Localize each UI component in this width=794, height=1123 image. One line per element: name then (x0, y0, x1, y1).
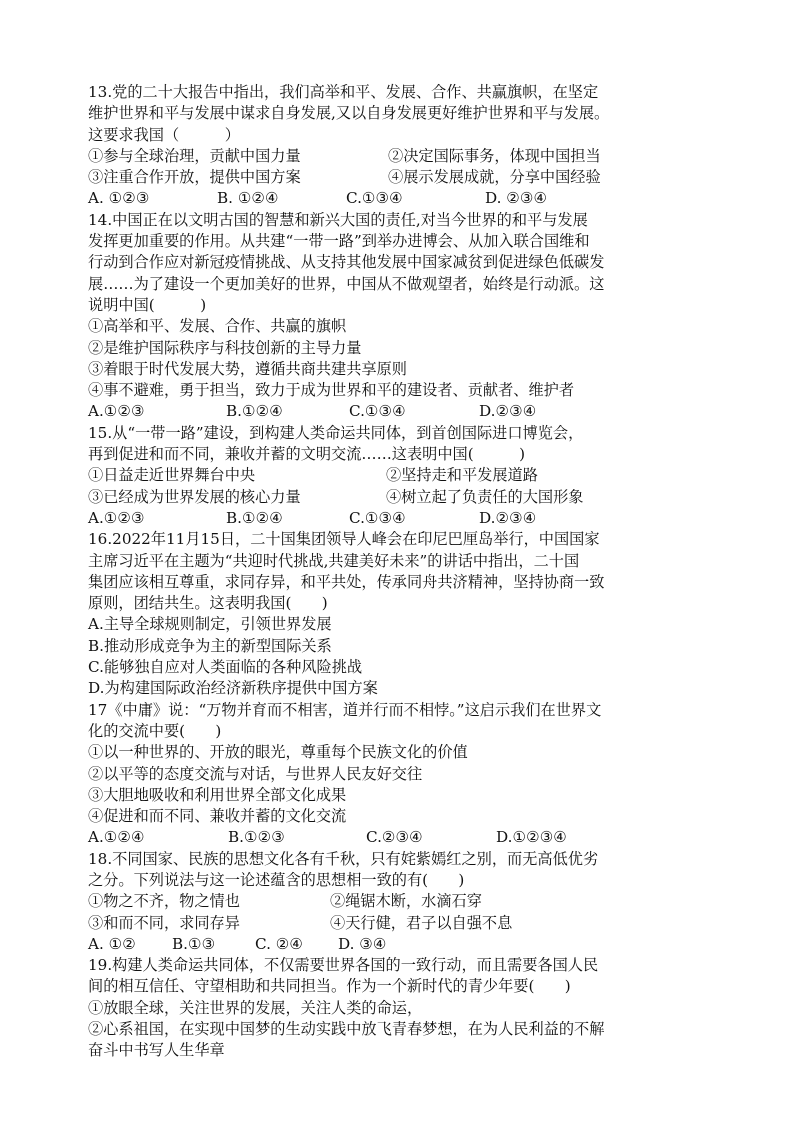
choice-row (88, 891, 728, 912)
choice-row (88, 465, 728, 486)
choice-item: ④树立起了负责任的大国形象 (386, 487, 584, 506)
question-14 (88, 210, 728, 423)
option-c: C.①③④ (349, 402, 406, 421)
question-stem-line: 再到促进和而不同，兼收并蓄的文明交流……这表明中国( ) (88, 445, 526, 464)
choice-item: ③已经成为世界发展的核心力量 (88, 487, 301, 506)
choice-row (88, 487, 728, 508)
option-c: C. ②④ (255, 934, 303, 953)
choice-row (88, 167, 728, 188)
question-stem-line: 13.党的二十大报告中指出，我们高举和平、发展、合作、共赢旗帜，在坚定 (88, 83, 599, 101)
answer-options (88, 508, 728, 529)
choice-item: D.为构建国际政治经济新秩序提供中国方案 (88, 679, 378, 698)
choice-row (88, 146, 728, 167)
option-c: C.①③④ (346, 189, 403, 208)
option-b: B.①②④ (226, 402, 283, 421)
question-stem-line: 原则，团结共生。这表明我国( ) (88, 594, 328, 613)
option-b: B. ①②④ (217, 189, 279, 208)
choice-item: ①参与全球治理，贡献中国力量 (88, 146, 301, 165)
answer-options (88, 401, 728, 422)
choice-item: ④展示发展成就，分享中国经验 (388, 168, 601, 187)
answer-options (88, 827, 728, 848)
question-15 (88, 423, 728, 529)
option-a: A. ①②③ (88, 189, 150, 208)
option-c: C.①③④ (349, 508, 406, 527)
choice-item: ①物之不齐，物之情也 (88, 892, 240, 911)
option-a: A.①②③ (88, 508, 145, 527)
choice-item: ④事不避难，勇于担当，致力于成为世界和平的建设者、贡献者、维护者 (88, 381, 574, 400)
question-stem-line: 14.中国正在以文明古国的智慧和新兴大国的责任,对当今世界的和平与发展 (88, 210, 588, 229)
question-stem-line: 之分。下列说法与这一论述蕴含的思想相一致的有( ) (88, 870, 465, 889)
question-stem-line: 说明中国( ) (88, 295, 207, 314)
choice-row (88, 913, 728, 934)
choice-item: ②心系祖国，在实现中国梦的生动实践中放飞青春梦想，在为人民利益的不解 (88, 1020, 605, 1039)
choice-item: ②是维护国际秩序与科技创新的主导力量 (88, 338, 362, 357)
answer-options (88, 188, 728, 209)
question-stem-line: 集团应该相互尊重，求同存异，和平共处，传承同舟共济精神，坚持协商一致 (88, 572, 605, 591)
choice-item: ①放眼全球，关注世界的发展，关注人类的命运， (88, 998, 423, 1017)
question-stem-line: 维护世界和平与发展中谋求自身发展,又以自身发展更好维护世界和平与发展。 (88, 104, 610, 123)
option-a: A.①②④ (88, 828, 145, 847)
question-stem-line: 间的相互信任、守望相助和共同担当。作为一个新时代的青少年要( ) (88, 977, 571, 996)
choice-item: B.推动形成竞争为主的新型国际关系 (88, 636, 332, 655)
question-17 (88, 700, 728, 849)
choice-item-continued: 奋斗中书写人生华章 (88, 1041, 225, 1060)
choice-item: ③注重合作开放，提供中国方案 (88, 168, 301, 187)
question-stem-line: 展……为了建设一个更加美好的世界，中国从不做观望者，始终是行动派。这 (88, 274, 605, 293)
choice-item: ④天行健，君子以自强不息 (330, 913, 513, 932)
option-d: D.②③④ (479, 508, 537, 527)
question-stem-line: 16.2022年11月15日，二十国集团领导人峰会在印尼巴厘岛举行，中国国家 (88, 530, 600, 549)
choice-item: ②坚持走和平发展道路 (386, 466, 538, 485)
choice-item: A.主导全球规则制定，引领世界发展 (88, 615, 332, 634)
question-19 (88, 955, 728, 1061)
option-c: C.②③④ (366, 828, 423, 847)
option-b: B.①②③ (228, 828, 285, 847)
question-stem-line: 主席习近平在主题为“共迎时代挑战,共建美好未来”的讲话中指出，二十国 (88, 551, 580, 570)
option-d: D.②③④ (479, 402, 537, 421)
choice-item: C.能够独自应对人类面临的各种风险挑战 (88, 658, 363, 677)
choice-item: ③和而不同，求同存异 (88, 913, 240, 932)
question-stem-line: 17《中庸》说：“万物并育而不相害，道并行而不相悖。”这启示我们在世界文 (88, 700, 602, 719)
question-stem-line: 行动到合作应对新冠疫情挑战、从支持其他发展中国家减贫到促进绿色低碳发 (88, 253, 605, 272)
option-d: D. ②③④ (485, 189, 548, 208)
question-stem-line: 15.从“一带一路”建设，到构建人类命运共同体，到首创国际进口博览会， (88, 423, 584, 442)
choice-item: ①日益走近世界舞台中央 (88, 466, 256, 485)
option-b: B.①③ (172, 934, 216, 953)
question-stem-line: 这要求我国（ ） (88, 125, 240, 144)
choice-item: ②绳锯木断，水滴石穿 (330, 892, 482, 911)
question-stem-line: 发挥更加重要的作用。从共建“一带一路”到举办进博会、从加入联合国维和 (88, 232, 590, 251)
question-stem-line: 19.构建人类命运共同体，不仅需要世界各国的一致行动，而且需要各国人民 (88, 956, 599, 975)
question-stem-line: 18.不同国家、民族的思想文化各有千秋，只有姹紫嫣红之别，而无高低优劣 (88, 849, 599, 868)
option-a: A.①②③ (88, 402, 145, 421)
option-d: D.①②③④ (496, 828, 567, 847)
question-16 (88, 529, 728, 699)
choice-item: ②以平等的态度交流与对话，与世界人民友好交往 (88, 764, 423, 783)
answer-options (88, 934, 728, 955)
choice-item: ①以一种世界的、开放的眼光，尊重每个民族文化的价值 (88, 743, 468, 762)
question-18 (88, 849, 728, 955)
question-stem-line: 化的交流中要( ) (88, 721, 222, 740)
choice-item: ③着眼于时代发展大势，遵循共商共建共享原则 (88, 359, 407, 378)
question-13 (88, 82, 728, 210)
option-a: A. ①② (88, 934, 136, 953)
exam-page (88, 82, 728, 1062)
option-b: B.①②④ (226, 508, 283, 527)
option-d: D. ③④ (338, 934, 387, 953)
choice-item: ①高举和平、发展、合作、共赢的旗帜 (88, 317, 347, 336)
choice-item: ③大胆地吸收和利用世界全部文化成果 (88, 785, 347, 804)
choice-item: ④促进和而不同、兼收并蓄的文化交流 (88, 807, 347, 826)
choice-item: ②决定国际事务，体现中国担当 (388, 146, 601, 165)
